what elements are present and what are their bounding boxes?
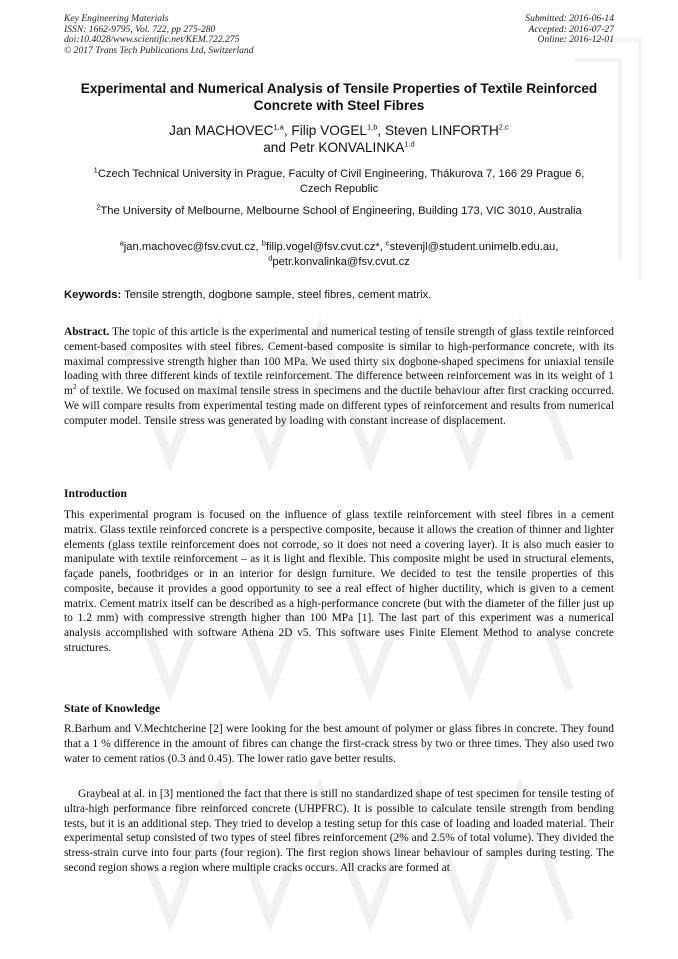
abstract-sup: 2 [72,382,77,392]
state-of-knowledge-paragraph: R.Barhum and V.Mechtcherine [2] were looking for the best amount of polymer or glass fibres in concrete. They found that a 1 % difference in the amount of fibres can change the first-crack stress by two or three times. They also used two water to cement ratios (0.3 and 0.45). The lower ratio gave better results. [64,723,614,765]
journal-name: Key Engineering Materials [64,13,169,24]
author-sep: , [283,123,292,138]
author-name: Filip VOGEL [291,123,367,138]
affiliation-text: The University of Melbourne, Melbourne School of Engineering, Building 173, VIC 3010, Australia [100,205,582,217]
issn-line: ISSN: 1662-9795, Vol. 722, pp 275-280 [64,23,216,35]
email-link[interactable]: petr.konvalinka@fsv.cvut.cz [272,256,410,269]
copyright-line: © 2017 Trans Tech Publications Ltd, Switzerland [64,44,254,56]
email-link[interactable]: stevenjl@student.unimelb.edu.au, [389,241,559,253]
email-sup: d [268,253,273,263]
keywords-label: Keywords: [64,289,122,301]
doi-line: doi:10.4028/www.scientific.net/KEM.722.275 [64,34,240,46]
email-sup: c [385,238,390,248]
affiliation-1 [80,167,598,198]
affiliation-sup: 1 [93,165,98,175]
abstract-text: The topic of this article is the experimental and numerical testing of tensile strength of glass textile reinforced cement-based composites with steel fibres. Cement-based composite is similar to high-performance concrete, with its maximal compressive strength higher than 100 MPa. We used thirty six dogbone-shaped specimens for uniaxial tensile loading with three different kinds of textile reinforcement. The difference between reinforcement was in its weight of 1 m [64,326,614,397]
journal-info [64,14,254,56]
keywords-line [64,288,616,302]
affiliation-sup: 2 [96,202,101,212]
affiliation-2 [80,204,598,219]
keywords-text: Tensile strength, dogbone sample, steel fibres, cement matrix. [121,289,432,301]
email-link[interactable]: filip.vogel@fsv.cvut.cz*, [265,241,386,253]
state-of-knowledge-paragraph: Graybeal at al. in [3] mentioned the fact that there is still no standardized shape of test specimen for tensile testing of ultra-high performance fibre reinforced concrete (UHPFRC). It is possible to calculate tensile strength from bending tests, but it is an additional step. They tried to develop a testing setup for this case of loading and loaded material. Their experimental setup consisted of two types of steel fibres reinforcement (2% and 2.5% of total volume). They divided the stress-strain curve into four parts (four region). The first region shows linear behaviour of samples during testing. The second region shows a region where multiple cracks occurs. All cracks are formed at [64,788,614,874]
email-link[interactable]: jan.machovec@fsv.cvut.cz, [123,241,262,253]
submitted-date: Submitted: 2016-06-14 [525,13,614,24]
author-sup: 1,d [404,139,415,149]
email-list [80,240,598,271]
author-list [60,122,618,156]
abstract-label: Abstract. [64,326,110,338]
author-name: Jan MACHOVEC [169,123,274,138]
author-sup: 1,a [273,122,284,132]
affiliation-text: Czech Technical University in Prague, Faculty of Civil Engineering, Thákurova 7, 166 29 Prague 6, Czech Republic [97,168,585,196]
author-name: Steven LINFORTH [384,123,499,138]
dates-info [525,14,614,46]
abstract-paragraph [64,325,614,428]
introduction-paragraph: This experimental program is focused on the influence of glass textile reinforcement with steel fibres in a cement matrix. Glass textile reinforced concrete is a perspective composite, because it allows the creation of thinner and lighter elements (glass textile reinforcement does not corrode, so it does not need a covering layer). It is also much easier to manipulate with textile reinforcement – as it is light and flexible. This composite might be used in structural elements, façade panels, footbridges or in an interior for design furniture. We decided to test the tensile properties of this composite, because it provides a good opportunity to see a real effect of higher ductility, which is given to a cement matrix. Cement matrix itself can be described as a high-performance concrete (but with the diameter of the filler just up to 1.2 mm) with compressive strength higher than 100 MPa [1]. The last part of this experiment was a numerical analysis accomplished with software Athena 2D v5. This software uses Finite Element Method to analyse concrete structures. [64,509,614,654]
author-sup: 2,c [498,122,509,132]
author-sep: , [377,123,385,138]
email-sup: b [261,238,266,248]
accepted-date: Accepted: 2016-07-27 [528,23,614,35]
author-sup: 1,b [366,122,378,132]
email-sup: a [119,238,124,248]
paper-title: Experimental and Numerical Analysis of Tensile Properties of Textile Reinforced Concrete with Steel Fibres [80,81,598,113]
author-name: and Petr KONVALINKA [263,140,405,155]
abstract-text-end: of textile. We focused on maximal tensile stress in specimens and the ductile behaviour after first cracking occurred. We will compare results from experimental testing made on different types of reinforcement and results from numerical computer model. Tensile stress was generated by loading with constant increase of displacement. [64,385,614,427]
state-of-knowledge-heading: State of Knowledge [64,702,160,715]
online-date: Online: 2016-12-01 [537,34,614,46]
introduction-heading: Introduction [64,487,127,500]
